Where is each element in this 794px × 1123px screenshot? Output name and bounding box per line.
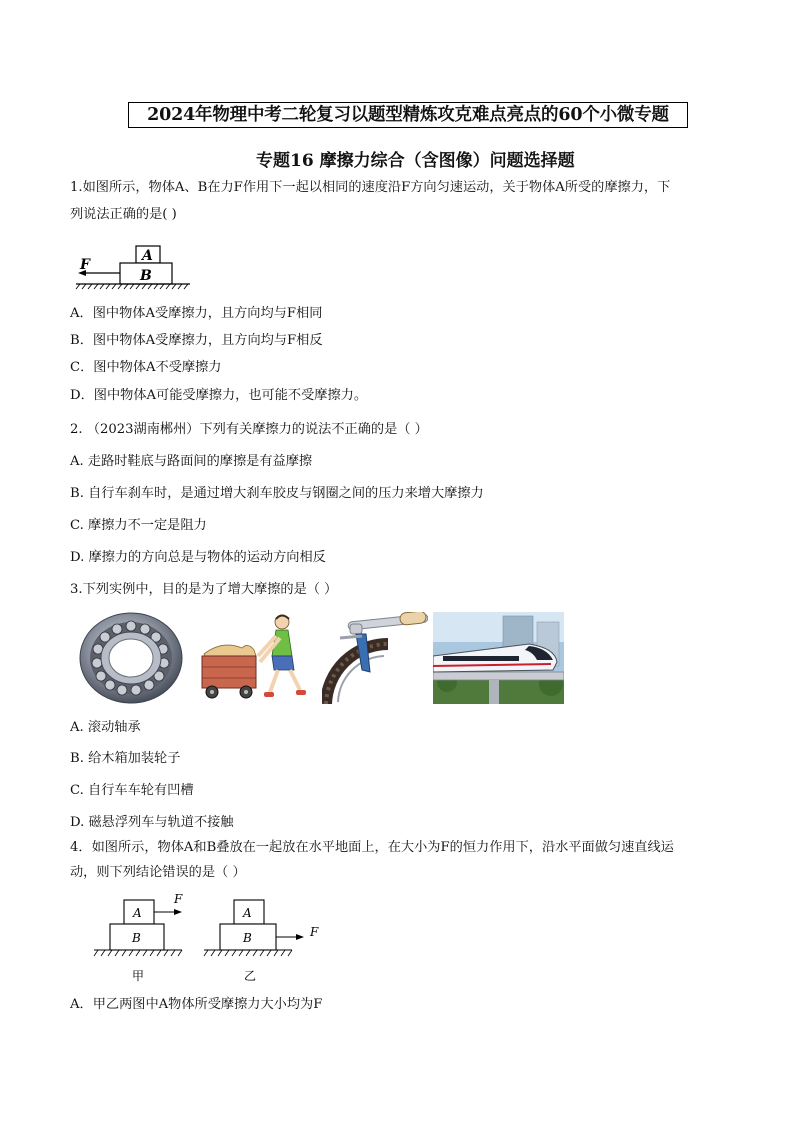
q4-figure-blocks [88,890,328,986]
q2-option-a: A. 走路时鞋底与路面间的摩擦是有益摩擦 [70,454,313,469]
q4-left-arrowhead [174,909,182,915]
q3-option-d: D. 磁悬浮列车与轨道不接触 [70,815,234,830]
q4-right-hatch [204,950,292,956]
q1-option-a: A．图中物体A受摩擦力，且方向均与F相同 [70,306,323,321]
q4-right-label-f: F [310,925,319,939]
bicycle-wheel-picture [322,612,428,704]
q4-caption-left: 甲 [132,969,145,983]
q1-ground-hatch [76,284,188,289]
q3-option-b: B. 给木箱加装轮子 [70,751,181,766]
q2-stem: 2. （2023湖南郴州）下列有关摩擦力的说法不正确的是（ ） [70,422,428,437]
q2-option-c: C. 摩擦力不一定是阻力 [70,518,207,533]
q3-option-c: C. 自行车车轮有凹槽 [70,783,194,798]
q1-label-b: B [140,268,152,284]
bearing-picture [79,612,183,704]
q3-stem: 3.下列实例中，目的是为了增大摩擦的是（ ） [70,582,338,597]
q4-right-label-a: A [243,906,252,920]
document-title: 2024年物理中考二轮复习以题型精炼攻克难点亮点的60个小微专题 [128,102,688,128]
topic-subtitle: 专题16 摩擦力综合（含图像）问题选择题 [256,151,575,171]
q4-caption-right: 乙 [244,969,257,983]
q1-label-f: F [80,257,90,273]
q1-figure-blocks [74,242,198,294]
q1-stem-line1: 1.如图所示，物体A、B在力F作用下一起以相同的速度沿F方向匀速运动，关于物体A所受的摩擦力，下 [70,180,671,195]
q4-left-label-f: F [174,892,183,906]
q2-option-b: B. 自行车刹车时，是通过增大刹车胶皮与钢圈之间的压力来增大摩擦力 [70,486,484,501]
q4-left-hatch [94,950,182,956]
q4-left-label-a: A [133,906,142,920]
q1-option-c: C．图中物体A不受摩擦力 [70,360,222,375]
maglev-train-picture [433,612,564,704]
q4-stem-line1: 4．如图所示，物体A和B叠放在一起放在水平地面上，在大小为F的恒力作用下，沿水平面做匀速直线运 [70,840,674,855]
q1-option-d: D．图中物体A可能受摩擦力，也可能不受摩擦力。 [70,388,368,403]
q4-stem-line2: 动，则下列结论错误的是（ ） [70,865,246,880]
q1-label-a: A [142,248,153,264]
q4-option-a: A．甲乙两图中A物体所受摩擦力大小均为F [70,997,323,1012]
q4-left-label-b: B [132,931,141,945]
q4-right-arrowhead [296,934,304,940]
q1-option-b: B．图中物体A受摩擦力，且方向均与F相反 [70,333,323,348]
q4-right-label-b: B [243,931,252,945]
q2-option-d: D. 摩擦力的方向总是与物体的运动方向相反 [70,550,326,565]
q3-option-a: A. 滚动轴承 [70,720,141,735]
q1-stem-line2: 列说法正确的是( ) [70,207,177,222]
wooden-box-picture [196,612,310,704]
